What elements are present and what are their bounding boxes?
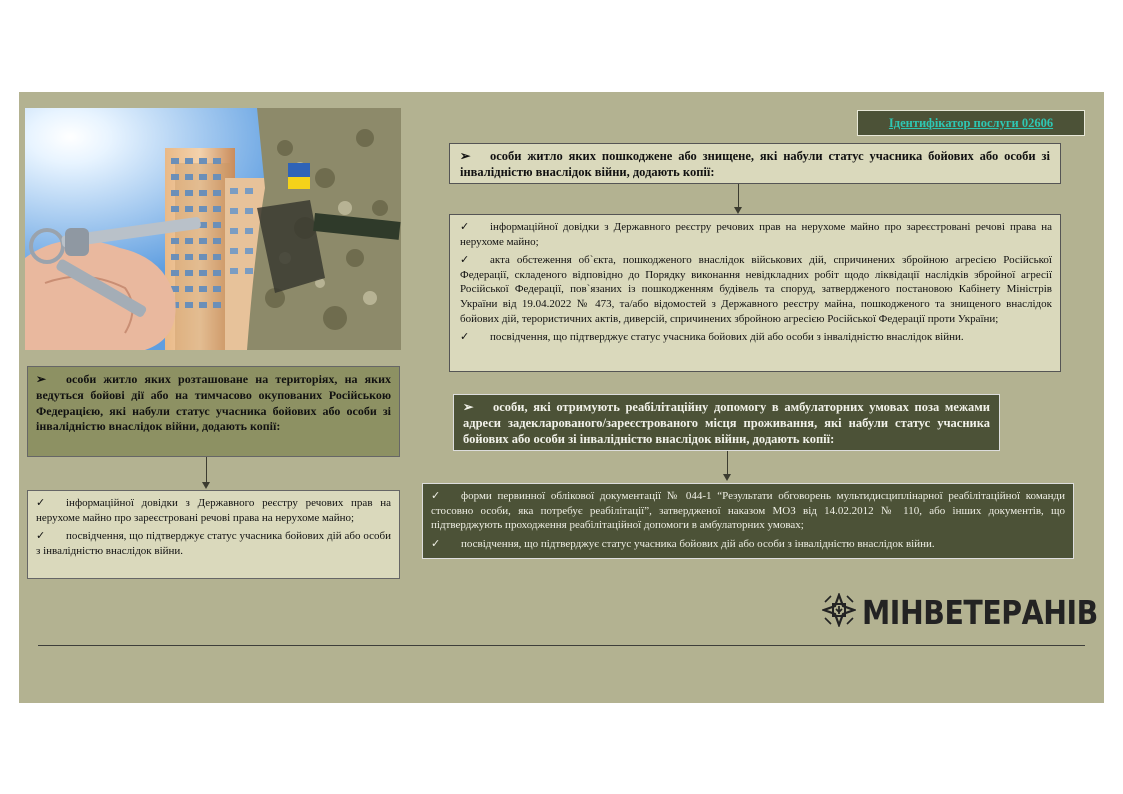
checkmark-icon: ✓	[36, 497, 46, 509]
bottom-right-header-box	[453, 394, 1000, 451]
top-right-header-box	[449, 143, 1061, 184]
top-right-list-box	[449, 214, 1061, 372]
service-id-link[interactable]: Ідентифікатор послуги 02606	[888, 116, 1054, 130]
checkmark-icon: ✓	[460, 221, 470, 233]
keys-soldier-photo	[25, 108, 401, 350]
checkmark-icon: ✓	[431, 537, 441, 550]
arrow-bullet-icon: ➢	[463, 400, 474, 414]
left-list-box	[27, 490, 400, 579]
checkmark-icon: ✓	[460, 331, 470, 344]
list-item: ✓ акта обстеження об`єкта, пошкодженого внаслідок військових дій, спричинених збройною агресією Російської Федерації, складеного відповідно до Порядку виконання невідкладних робіт щодо ліквідації наслідків збройної агресії Російської Федерації, пов`язаних із пошкодженням будівель та споруд, затвердженого постановою Кабінету Міністрів України від 19.04.2022 № 473, та/або відомостей з Державного реєстру майна, пошкодженого та знищеного внаслідок бойових дій, терористичних актів, диверсій, спричинених збройною агресією Російської Федерації проти України;	[460, 254, 1052, 325]
list-item: ✓ форми первинної облікової документації № 044-1 “Результати обговорень мультидисциплінарної реабілітаційної команди стосовно особи, яка потребує реабілітації”, затвердженої наказом МОЗ від 14.02.2012 № 110, або інших документів, що підтверджують проходження реабілітаційної допомоги в амбулаторних умовах;	[431, 490, 1065, 532]
arrow-bullet-icon: ➢	[36, 372, 47, 386]
list-item: ✓ посвідчення, що підтверджує статус учасника бойових дій або особи з інвалідністю внаслідок війни.	[431, 537, 935, 550]
arrow-bullet-icon: ➢	[460, 149, 471, 163]
connector-line	[738, 184, 739, 208]
emblem-icon	[822, 593, 856, 632]
left-header-box	[27, 366, 400, 457]
list-item: ✓ інформаційної довідки з Державного реєстру речових прав на нерухоме майно про зареєстровані речові права на нерухоме майно;	[36, 497, 391, 524]
connector-arrowhead	[202, 482, 210, 489]
top-right-header-text: особи житло яких пошкоджене або знищене, які набули статус учасника бойових або особи зі інвалідністю внаслідок війни, додають копії:	[460, 149, 1050, 179]
connector-line	[727, 451, 728, 475]
service-id-badge	[857, 110, 1085, 136]
minveteraniv-logo	[822, 592, 1123, 632]
bottom-right-list-box	[422, 483, 1074, 559]
connector-arrowhead	[723, 474, 731, 481]
checkmark-icon: ✓	[36, 530, 46, 543]
bottom-right-header-text: особи, які отримують реабілітаційну допомогу в амбулаторних умовах поза межами адреси задекларованого/зареєстрованого місця проживання, які набули статус учасника бойових або особи зі інвалідністю внаслідок війни, додають копії:	[463, 400, 990, 446]
list-item: ✓ посвідчення, що підтверджує статус учасника бойових дій або особи з інвалідністю внаслідок війни.	[460, 331, 964, 344]
footer-divider	[38, 645, 1085, 646]
logo-text: МІНВЕТЕРАНІВ	[862, 592, 1098, 632]
checkmark-icon: ✓	[431, 490, 441, 502]
list-item: ✓ інформаційної довідки з Державного реєстру речових прав на нерухоме майно про зареєстровані речові права на нерухоме майно;	[460, 221, 1052, 248]
connector-arrowhead	[734, 207, 742, 214]
left-header-text: особи житло яких розташоване на територіях, на яких ведуться бойові дії або на тимчасово окупованих Російською Федерацією, які набули статус учасника бойових або особи зі інвалідністю внаслідок війни, додають копії:	[36, 372, 391, 434]
checkmark-icon: ✓	[460, 254, 470, 267]
connector-line	[206, 457, 207, 483]
list-item: ✓ посвідчення, що підтверджує статус учасника бойових дій або особи з інвалідністю внаслідок війни.	[36, 530, 391, 557]
